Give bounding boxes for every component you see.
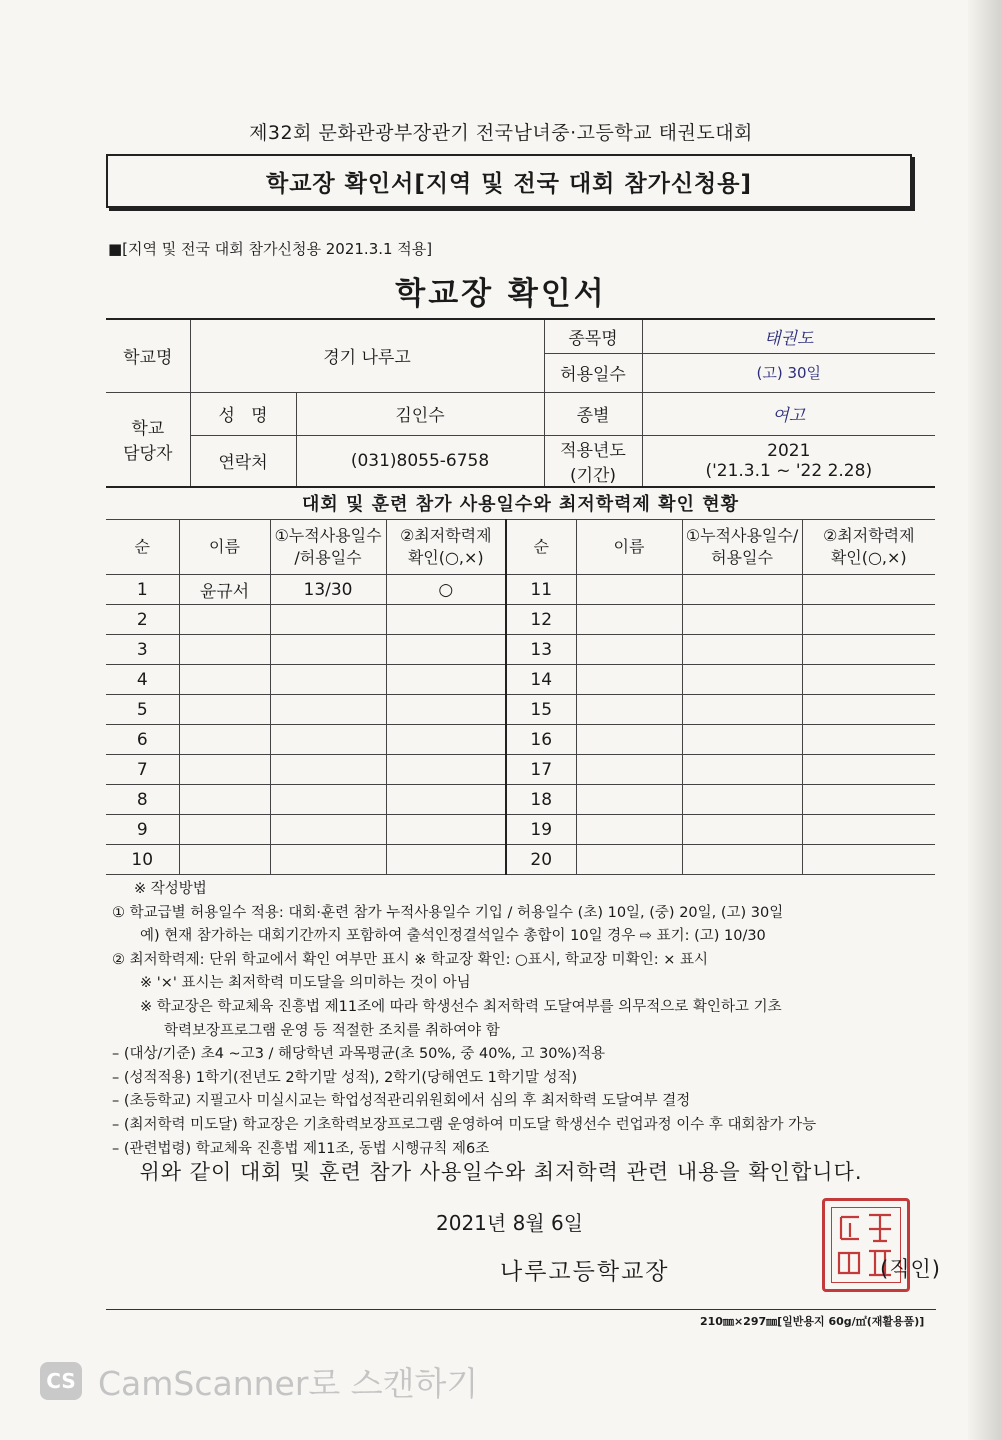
row-check [386, 695, 506, 725]
note-heading: ※ 작성방법 [134, 881, 207, 897]
header-no: 순 [106, 520, 179, 575]
year-label [544, 435, 642, 487]
row-days [270, 845, 386, 875]
year-value-line2: ('21.3.1 ~ '22 2.28) [705, 460, 873, 481]
row-days-right [682, 635, 802, 665]
year-label-line1: 적용년도 [560, 440, 626, 461]
header-grade [386, 520, 506, 575]
note-item: – (성적적용) 1학기(전년도 2학기말 성적), 2학기(당해연도 1학기말 성적) [112, 1069, 578, 1086]
row-no: 7 [106, 755, 179, 785]
roster-table [106, 519, 935, 875]
note-item: ※ 학교장은 학교체육 진흥법 제11조에 따라 학생선수 최저학력 도달여부를 의무적으로 확인하고 기초 [140, 998, 782, 1015]
row-check-right [802, 755, 935, 785]
header-days-right-line2: 허용일수 [711, 548, 773, 567]
row-no: 9 [106, 815, 179, 845]
row-name-right [576, 725, 682, 755]
row-no-right: 18 [506, 785, 576, 815]
header-grade-right [802, 520, 935, 575]
note-item: 학력보장프로그램 운영 등 적절한 조치를 취하여야 함 [164, 1022, 500, 1039]
row-name [179, 755, 270, 785]
row-name [179, 635, 270, 665]
paper-spec: 210㎜×297㎜[일반용지 60g/㎡(재활용품)] [700, 1315, 925, 1328]
year-label-line2: (기간) [569, 465, 617, 486]
row-check [386, 635, 506, 665]
row-name-right [576, 575, 682, 605]
row-name-right [576, 785, 682, 815]
year-value [642, 435, 935, 487]
camscanner-logo-icon [40, 1362, 82, 1400]
row-check [386, 605, 506, 635]
row-no: 10 [106, 845, 179, 875]
row-no: 6 [106, 725, 179, 755]
note-item: – (초등학교) 지필고사 미실시교는 학업성적관리위원회에서 심의 후 최저학력 도달여부 결정 [112, 1093, 691, 1110]
gender-label: 종별 [544, 392, 642, 435]
row-check-right [802, 665, 935, 695]
table-row [106, 695, 935, 725]
row-name [179, 605, 270, 635]
issue-date: 2021년 8월 6일 [436, 1211, 584, 1235]
row-days-right [682, 605, 802, 635]
row-days [270, 785, 386, 815]
table-row [106, 785, 935, 815]
row-name-right [576, 695, 682, 725]
table-row [106, 755, 935, 785]
row-no: 4 [106, 665, 179, 695]
row-name-right [576, 755, 682, 785]
confirm-statement: 위와 같이 대회 및 훈련 참가 사용일수와 최저학력 관련 내용을 확인합니다. [139, 1160, 863, 1184]
row-days-right [682, 755, 802, 785]
contact-value: (031)8055-6758 [296, 435, 544, 487]
table-row [106, 575, 935, 605]
row-days [270, 815, 386, 845]
note-item: 예) 현재 참가하는 대회기간까지 포함하여 출석인정결석일수 총합이 10일 경우 ⇨ 표기: (고) 10/30 [140, 928, 766, 945]
row-name-right [576, 815, 682, 845]
row-days [270, 605, 386, 635]
row-name [179, 845, 270, 875]
row-days: 13/30 [270, 575, 386, 605]
camscanner-watermark: CamScanner로 스캔하기 [98, 1364, 479, 1403]
row-days [270, 725, 386, 755]
header-days-right [682, 520, 802, 575]
row-no: 3 [106, 635, 179, 665]
header-no-right: 순 [506, 520, 576, 575]
row-days-right [682, 845, 802, 875]
row-no-right: 17 [506, 755, 576, 785]
note-item: ① 학교급별 허용일수 적용: 대회·훈련 참가 누적사용일수 기입 / 허용일수 (초) 10일, (중) 20일, (고) 30일 [112, 904, 784, 921]
note-item: – (대상/기준) 초4 ~고3 / 해당학년 과목평균(초 50%, 중 40%, 고 30%)적용 [112, 1046, 605, 1063]
note-item: – (최저학력 미도달) 학교장은 기초학력보장프로그램 운영하여 미도달 학생선수 런업과정 이수 후 대회참가 가능 [112, 1116, 817, 1133]
row-check-right [802, 845, 935, 875]
row-days [270, 755, 386, 785]
header-name: 이름 [179, 520, 270, 575]
header-days-line2: /허용일수 [294, 548, 362, 567]
row-name-right [576, 665, 682, 695]
year-value-line1: 2021 [767, 440, 811, 461]
row-name-right [576, 635, 682, 665]
row-check-right [802, 785, 935, 815]
info-table [106, 318, 935, 488]
row-check-right [802, 725, 935, 755]
school-label: 학교명 [106, 319, 190, 392]
note-item: – (관련법령) 학교체육 진흥법 제11조, 동법 시행규칙 제6조 [112, 1140, 490, 1157]
row-name [179, 785, 270, 815]
name-label: 성 명 [190, 392, 296, 435]
header-days-line1: ①누적사용일수 [274, 526, 382, 545]
row-days-right [682, 815, 802, 845]
row-name: 윤규서 [179, 575, 270, 605]
row-no-right: 15 [506, 695, 576, 725]
row-days-right [682, 695, 802, 725]
row-check: ○ [386, 575, 506, 605]
row-check-right [802, 695, 935, 725]
main-title: 학교장 확인서 [395, 276, 607, 312]
row-days [270, 695, 386, 725]
row-no-right: 12 [506, 605, 576, 635]
header-days [270, 520, 386, 575]
contact-label: 연락처 [190, 435, 296, 487]
row-no-right: 11 [506, 575, 576, 605]
row-name-right [576, 605, 682, 635]
form-title-box [106, 154, 912, 208]
status-title: 대회 및 훈련 참가 사용일수와 최저학력제 확인 현황 [301, 494, 739, 515]
event-label: 종목명 [544, 319, 642, 353]
row-name [179, 695, 270, 725]
row-check-right [802, 635, 935, 665]
row-no-right: 14 [506, 665, 576, 695]
table-row [106, 725, 935, 755]
event-title: 제32회 문화관광부장관기 전국남녀중·고등학교 태권도대회 [249, 122, 753, 144]
roster-header-row [106, 520, 935, 575]
header-grade-right-line1: ②최저학력제 [822, 526, 915, 545]
row-no: 2 [106, 605, 179, 635]
row-days-right [682, 785, 802, 815]
row-days-right [682, 665, 802, 695]
note-item: ※ '×' 표시는 최저학력 미도달을 의미하는 것이 아님 [140, 975, 471, 992]
row-no: 1 [106, 575, 179, 605]
manager-label-line1: 학교 [131, 419, 165, 439]
row-days [270, 635, 386, 665]
row-no-right: 20 [506, 845, 576, 875]
principal-name: 나루고등학교장 [500, 1259, 670, 1285]
row-check-right [802, 605, 935, 635]
row-days-right [682, 575, 802, 605]
header-grade-line2: 확인(○,×) [407, 548, 484, 567]
page-edge-shadow [968, 0, 1002, 1440]
manager-label-line2: 담당자 [123, 444, 173, 464]
gender-value: 여고 [642, 392, 935, 435]
row-no: 8 [106, 785, 179, 815]
table-row [106, 815, 935, 845]
row-days-right [682, 725, 802, 755]
row-check [386, 785, 506, 815]
name-value: 김인수 [296, 392, 544, 435]
sub-note: ■[지역 및 전국 대회 참가신청용 2021.3.1 적용] [108, 240, 433, 258]
row-name [179, 665, 270, 695]
instructions [112, 878, 942, 1161]
header-grade-line1: ②최저학력제 [399, 526, 492, 545]
table-row [106, 665, 935, 695]
table-row [106, 605, 935, 635]
note-item: ② 최저학력제: 단위 학교에서 확인 여부만 표시 ※ 학교장 확인: ○표시, 학교장 미확인: × 표시 [112, 951, 708, 968]
row-no-right: 16 [506, 725, 576, 755]
row-no-right: 19 [506, 815, 576, 845]
row-check-right [802, 575, 935, 605]
camscanner-logo-text: CS [46, 1369, 76, 1393]
row-name-right [576, 845, 682, 875]
manager-label [106, 392, 190, 487]
form-title: 학교장 확인서[지역 및 전국 대회 참가신청용] [266, 170, 752, 197]
allowed-days-value: (고) 30일 [642, 353, 935, 392]
table-row [106, 845, 935, 875]
footer-divider [106, 1309, 936, 1310]
row-check-right [802, 815, 935, 845]
row-check [386, 725, 506, 755]
row-check [386, 845, 506, 875]
event-value: 태권도 [642, 319, 935, 353]
seal-label: (직인) [880, 1257, 941, 1281]
school-value: 경기 나루고 [190, 319, 544, 392]
header-days-right-line1: ①누적사용일수/ [685, 526, 799, 545]
row-days [270, 665, 386, 695]
row-no: 5 [106, 695, 179, 725]
row-check [386, 665, 506, 695]
table-row [106, 635, 935, 665]
header-name-right: 이름 [576, 520, 682, 575]
row-check [386, 815, 506, 845]
allowed-days-label: 허용일수 [544, 353, 642, 392]
header-grade-right-line2: 확인(○,×) [830, 548, 907, 567]
row-name [179, 725, 270, 755]
row-check [386, 755, 506, 785]
row-no-right: 13 [506, 635, 576, 665]
row-name [179, 815, 270, 845]
